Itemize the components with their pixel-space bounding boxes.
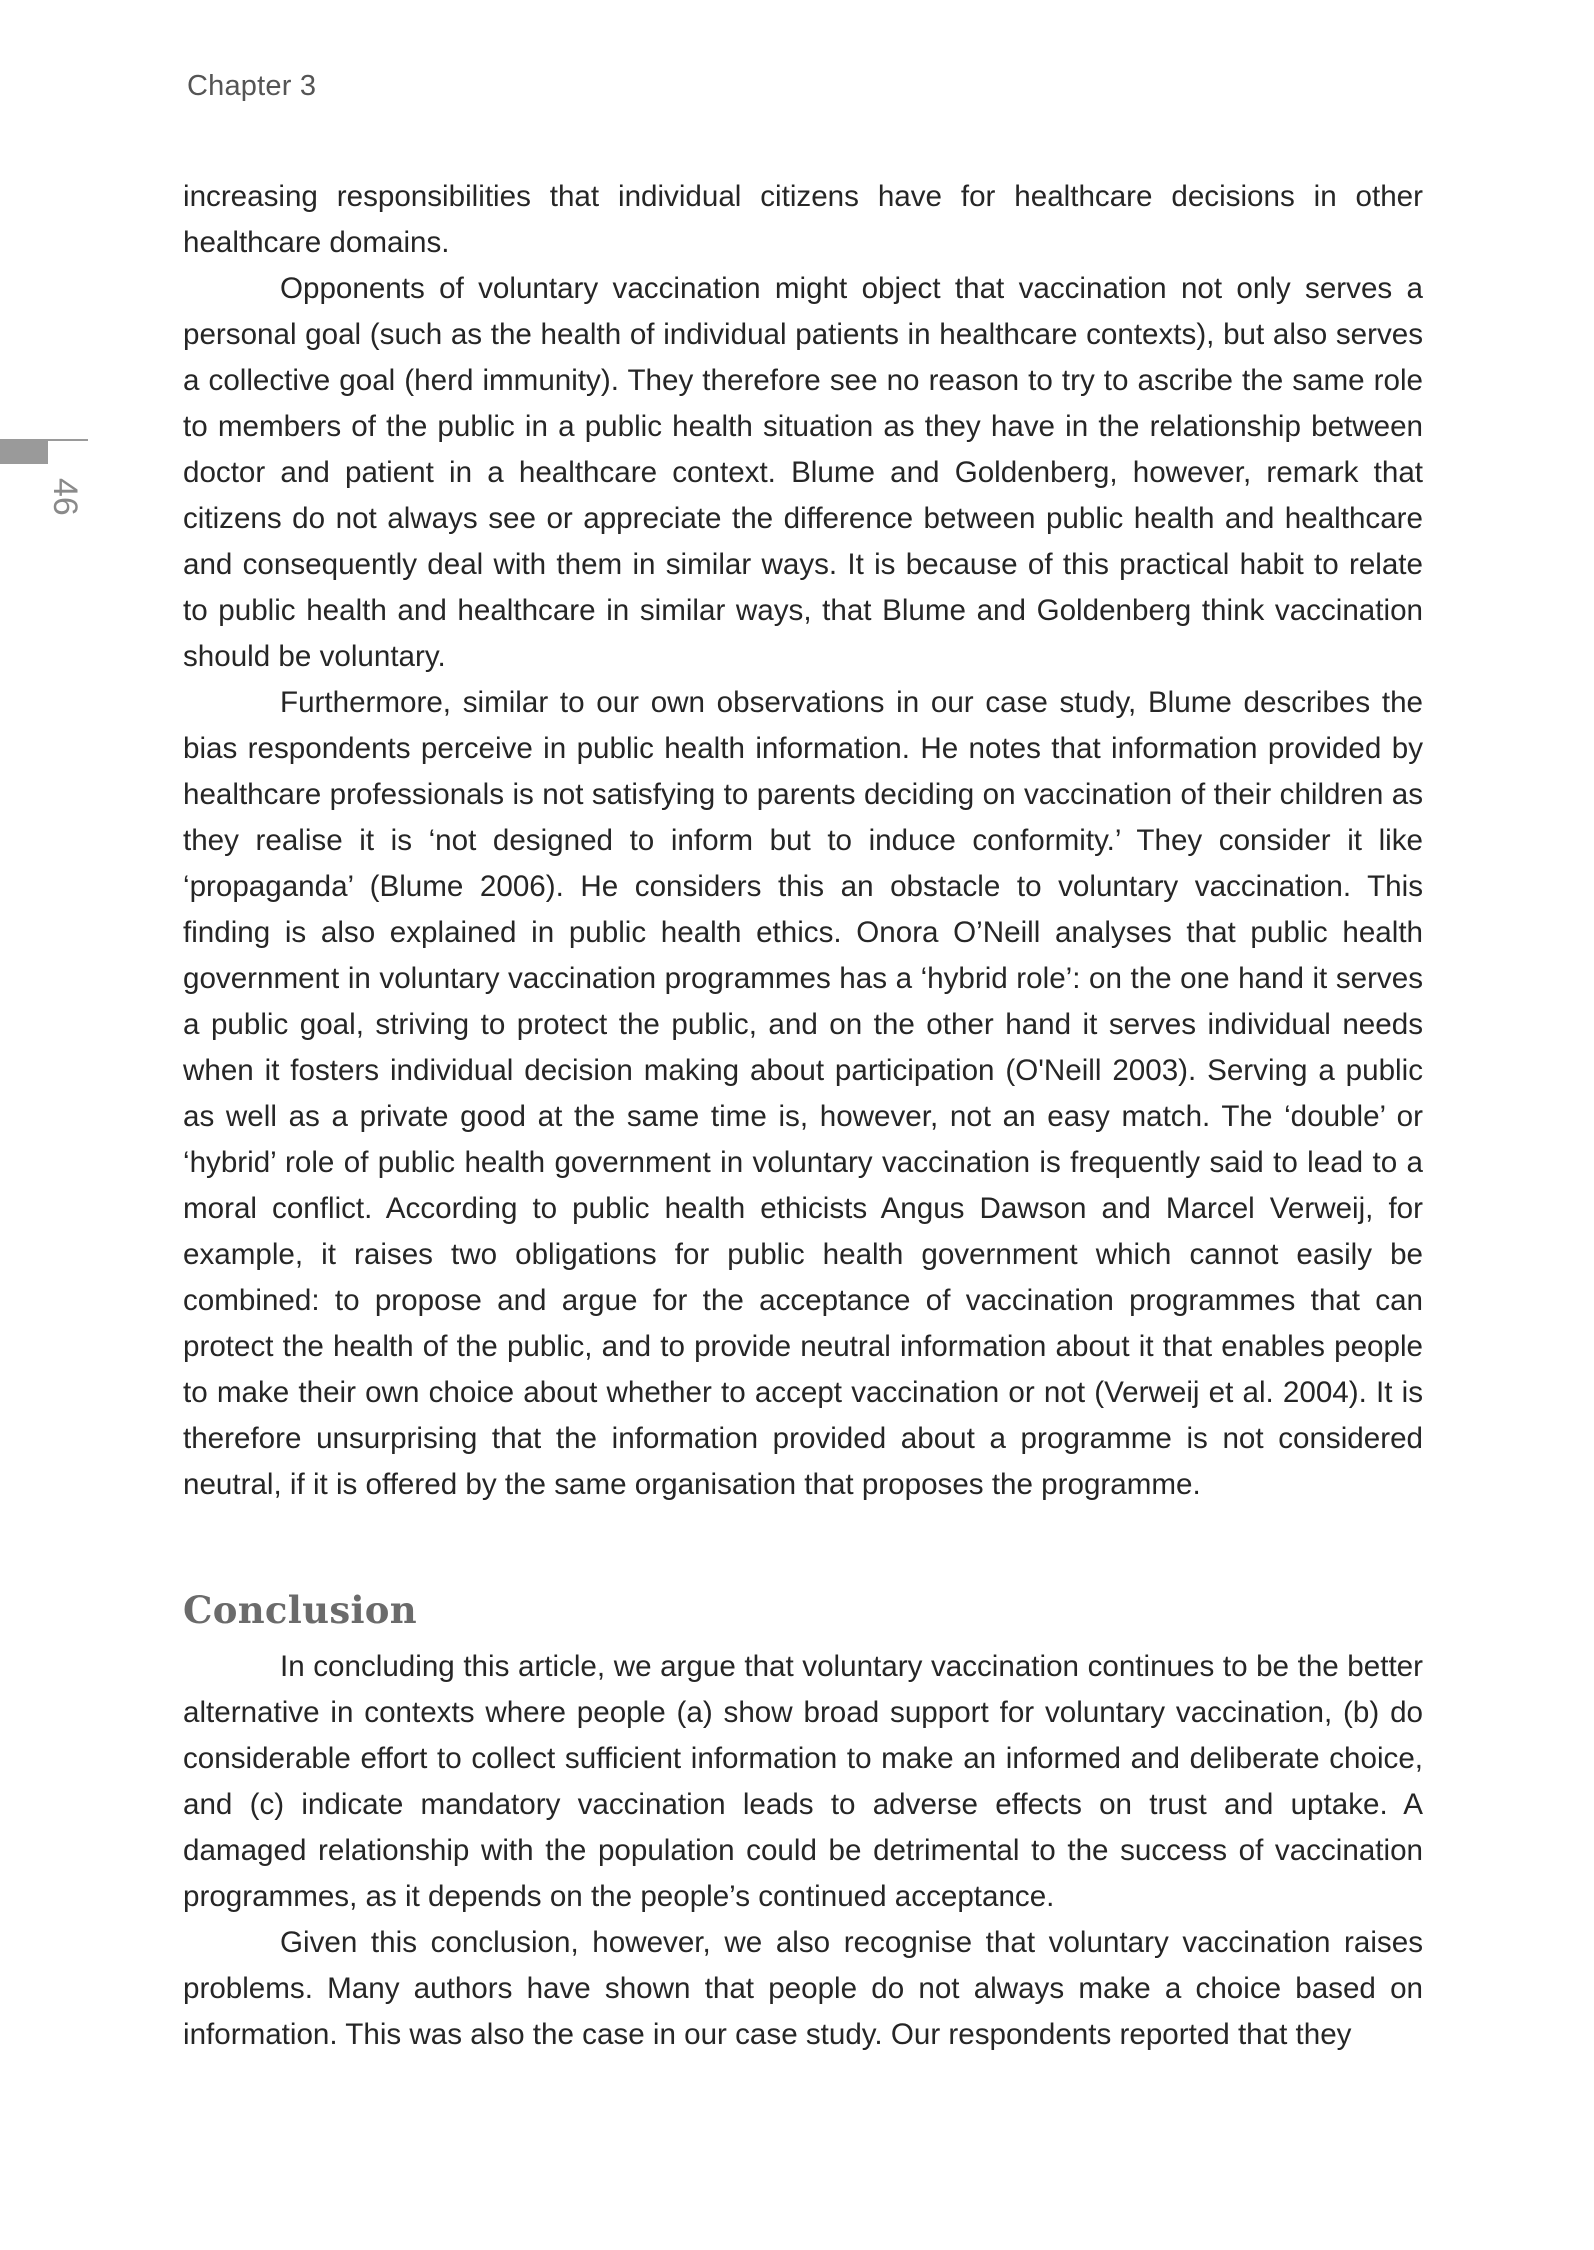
paragraph: increasing responsibilities that individual citizens have for healthcare decisions in other healthcare domains. bbox=[183, 180, 1423, 259]
page-tab-marker bbox=[0, 441, 48, 464]
conclusion-text bbox=[183, 1644, 1423, 2058]
running-head: Chapter 3 bbox=[187, 70, 317, 102]
section-heading-conclusion: Conclusion bbox=[183, 1588, 417, 1632]
paragraph: Opponents of voluntary vaccination might object that vaccination not only serves a personal goal (such as the health of individual patients in healthcare contexts), but also serves a collective goal (herd immunity). They therefore see no reason to try to ascribe the same role to members of the public in a public health situation as they have in the relationship between doctor and patient in a healthcare context. Blume and Goldenberg, however, remark that citizens do not always see or appreciate the difference between public health and healthcare and consequently deal with them in similar ways. It is because of this practical habit to relate to public health and healthcare in similar ways, that Blume and Goldenberg think vaccination should be voluntary. bbox=[183, 272, 1423, 673]
paragraph: Furthermore, similar to our own observations in our case study, Blume describes the bias respondents perceive in public health information. He notes that information provided by healthcare professionals is not satisfying to parents deciding on vaccination of their children as they realise it is ‘not designed to inform but to induce conformity.’ They consider it like ‘propaganda’ (Blume 2006). He considers this an obstacle to voluntary vaccination. This finding is also explained in public health ethics. Onora O’Neill analyses that public health government in voluntary vaccination programmes has a ‘hybrid role’: on the one hand it serves a public goal, striving to protect the public, and on the other hand it serves individual needs when it fosters individual decision making about participation (O'Neill 2003). Serving a public as well as a private good at the same time is, however, not an easy match. The ‘double’ or ‘hybrid’ role of public health government in voluntary vaccination is frequently said to lead to a moral conflict. According to public health ethicists Angus Dawson and Marcel Verweij, for example, it raises two obligations for public health government which cannot easily be combined: to propose and argue for the acceptance of vaccination programmes that can protect the health of the public, and to provide neutral information about it that enables people to make their own choice about whether to accept vaccination or not (Verweij et al. 2004). It is therefore unsurprising that the information provided about a programme is not considered neutral, if it is offered by the same organisation that proposes the programme. bbox=[183, 686, 1423, 1501]
page-number: 46 bbox=[46, 478, 84, 516]
paragraph: In concluding this article, we argue that voluntary vaccination continues to be the better alternative in contexts where people (a) show broad support for voluntary vaccination, (b) do considerable effort to collect sufficient information to make an informed and deliberate choice, and (c) indicate mandatory vaccination leads to adverse effects on trust and uptake. A damaged relationship with the population could be detrimental to the success of vaccination programmes, as it depends on the people’s continued acceptance. bbox=[183, 1650, 1423, 1913]
body-text bbox=[183, 174, 1423, 1508]
paragraph: Given this conclusion, however, we also recognise that voluntary vaccination raises problems. Many authors have shown that people do not always make a choice based on information. This was also the case in our case study. Our respondents reported that they bbox=[183, 1926, 1423, 2051]
